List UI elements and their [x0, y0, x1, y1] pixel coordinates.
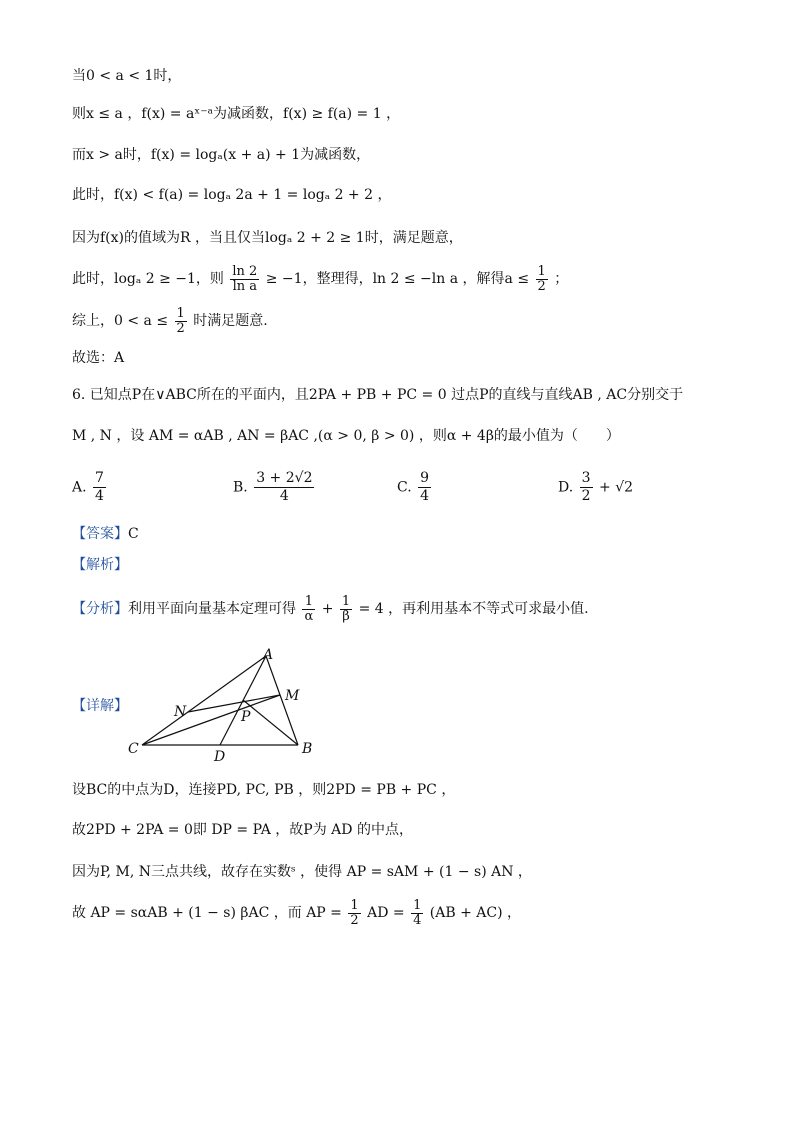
fraction: $\frac{9}{4}$ — [420, 470, 430, 504]
label-c: C — [128, 741, 139, 757]
step-4 — [72, 898, 521, 928]
option-label: B. — [233, 479, 248, 496]
detail-tag: 【详解】 — [72, 698, 128, 714]
label-m: M — [285, 688, 300, 704]
option-a — [72, 470, 108, 505]
step-1: 设BC的中点为D，连接PD, PC, PB ，则2PD = PB + PC ， — [72, 782, 456, 798]
text: 故 AP = sαAB + (1 − s) βAC ，而 AP = — [72, 905, 342, 921]
option-tail: + √2 — [599, 479, 634, 496]
line-case: 当0 < a < 1时， — [72, 68, 182, 84]
line-decreasing-1: 则x ≤ a ，f(x) = aˣ⁻ᵃ为减函数，f(x) ≥ f(a) = 1 ， — [72, 106, 401, 122]
answer-value: C — [128, 526, 139, 542]
fraction: $\frac{\ln 2}{\text{ln a}}$ — [232, 263, 258, 294]
text: ≥ −1，整理得，ln 2 ≤ −ln a ，解得a ≤ — [265, 271, 530, 287]
text: 时满足题意. — [193, 313, 268, 329]
fraction: $\frac{1}{4}$ — [413, 897, 422, 928]
analysis-tag: 【解析】 — [72, 557, 128, 573]
line-solve — [72, 264, 568, 294]
fraction: $\frac{1}{\beta}$ — [341, 593, 351, 624]
text: AD = — [367, 905, 405, 921]
text: (AB + AC) ， — [429, 905, 522, 921]
answer-line — [72, 524, 139, 544]
analysis-line — [72, 555, 128, 575]
text: ； — [554, 271, 569, 287]
text: 此时，logₐ 2 ≥ −1，则 — [72, 271, 224, 287]
fraction: $\frac{3}{2}$ — [581, 470, 591, 504]
option-label: D. — [558, 479, 574, 496]
option-d — [558, 470, 633, 505]
line-bound: 此时，f(x) < f(a) = logₐ 2a + 1 = logₐ 2 + 2 ， — [72, 187, 392, 203]
option-label: A. — [72, 479, 87, 496]
question-6-line-1: 6. 已知点P在∨ABC所在的平面内，且2PA + PB + PC = 0 过点P的直线与直线AB , AC分别交于 — [72, 387, 684, 403]
fraction: $\frac{3 + 2√2}{4}$ — [256, 470, 313, 504]
fenxi-tag: 【分析】 — [72, 601, 128, 617]
fraction: $\frac{1}{2}$ — [537, 263, 546, 294]
step-3: 因为P, M, N三点共线，故存在实数ˢ ，使得 AP = sAM + (1 − s) AN ， — [72, 864, 532, 880]
answer-tag: 【答案】 — [72, 526, 128, 542]
label-a: A — [263, 647, 274, 663]
label-d: D — [214, 749, 226, 765]
option-label: C. — [397, 479, 412, 496]
text: = 4 ，再利用基本不等式可求最小值. — [358, 601, 589, 617]
line-decreasing-2: 而x > a时，f(x) = logₐ(x + a) + 1为减函数， — [72, 147, 371, 163]
label-p: P — [241, 709, 251, 725]
label-n: N — [174, 704, 187, 720]
step-2: 故2PD + 2PA = 0即 DP = PA ，故P为 AD 的中点， — [72, 822, 413, 838]
line-range: 因为f(x)的值域为R ，当且仅当logₐ 2 + 2 ≥ 1时，满足题意， — [72, 230, 463, 246]
line-choice: 故选：A — [72, 350, 125, 366]
text: 利用平面向量基本定理可得 — [128, 601, 296, 617]
option-c — [397, 470, 433, 505]
fenxi-line — [72, 594, 589, 624]
text: + — [321, 601, 334, 617]
line-conclusion — [72, 306, 268, 336]
segment-nm — [188, 695, 280, 712]
segment-cm — [142, 695, 280, 745]
fraction: $\frac{1}{2}$ — [350, 897, 359, 928]
text: 综上，0 < a ≤ — [72, 313, 169, 329]
fraction: $\frac{1}{\alpha}$ — [304, 593, 314, 624]
option-b — [233, 470, 316, 505]
label-b: B — [302, 741, 313, 757]
fraction: $\frac{1}{2}$ — [176, 305, 185, 336]
question-6-line-2: M , N ，设 AM = αAB , AN = βAC ,(α > 0, β > 0) ，则α + 4β的最小值为（ ） — [72, 428, 620, 444]
fraction: $\frac{7}{4}$ — [95, 470, 104, 504]
triangle-figure — [120, 642, 330, 767]
